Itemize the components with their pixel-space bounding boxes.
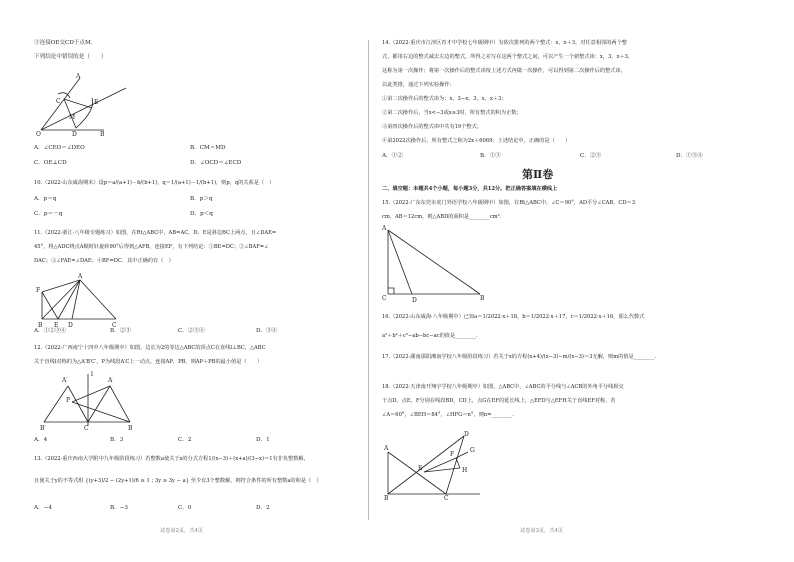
q14-stem-2: 式，都用右边的整式减去左边的整式，所得之差写在这两个整式之间，可以产生一个新整式串：x，3，x＋3， [382, 54, 634, 60]
svg-text:B: B [38, 322, 43, 329]
q12-optC: C．2 [178, 437, 192, 443]
q15-stem-2: cm，AB＝12cm，则△ABD的面积是________cm². [382, 214, 502, 220]
q18-figure [384, 428, 484, 500]
q11-optD: D．③④ [256, 328, 278, 334]
svg-text:E: E [94, 99, 99, 106]
q14-optA: A．①② [382, 153, 403, 159]
q11-stem-3: DAC；③∠FAE=∠DAE；④BF=DC．其中正确的有（ ） [34, 258, 174, 264]
q13-stem-2: 且使关于y的不等式组 {(y+3)/2 − (2y+1)/6 ≥ 1 ; 3y ≥ 3y − a} 至少有3个整数解，则符合条件的所有整数a的和是（ ） [34, 478, 322, 484]
q11-stem-1: 11.（2022·浙江·八年级专题练习）如图，在Rt△ABC中，AB=AC，D、E是斜边BC上两点，且∠DAE= [34, 230, 277, 236]
q11-optC: C．②③④ [178, 328, 205, 334]
section-title: 第Ⅱ卷 [522, 168, 554, 181]
svg-text:B: B [100, 131, 105, 138]
q14-statement-1: ①第二次操作后的整式串为：x，3−x，3，x，x＋3； [382, 96, 507, 102]
svg-text:C: C [56, 98, 61, 105]
q12-stem-1: 12.（2022·广西南宁十四中八年级期中）如图，边长为2的等边△ABC的顶点C在直线l⊥BC，△ABC [34, 345, 266, 351]
q11-optB: B．②③ [110, 328, 131, 334]
svg-text:G: G [470, 447, 475, 454]
q18-stem-3: ∠A＝60°，∠BEH＝84°，∠HFG＝n°，则n=________. [382, 412, 514, 418]
q11-figure [36, 272, 126, 327]
svg-text:M: M [69, 114, 76, 121]
svg-text:D: D [464, 431, 469, 438]
svg-text:B: B [128, 425, 133, 432]
q9-ask: 下列结论中错误的是（ ） [34, 54, 107, 60]
q9-figure [36, 68, 136, 138]
q12-optD: D．1 [256, 437, 270, 443]
q11-optA: A．①②③④ [34, 328, 67, 334]
q17-stem: 17.（2022·湖南邵阳湘南学校八年级阶段练习）若关于x的方程(x+4)/(x−3)−m/(x−3)＝3无解，则m的值是________. [382, 354, 657, 360]
svg-text:C: C [444, 495, 449, 502]
svg-text:F: F [450, 451, 455, 458]
svg-text:D: D [68, 322, 73, 329]
q9-optC: C．OE⊥CD [34, 160, 67, 166]
q14-statement-3: ③第四次操作后的整式串中共有19个整式； [382, 124, 482, 130]
q10-optB: B．p＞q [190, 196, 213, 202]
q13-optD: D．2 [256, 505, 270, 511]
q11-stem-2: 45°，将△ADC绕点A顺时针旋转90°后得到△AFB，连接EF，有下列结论：①BE=DC；②∠BAF=∠ [34, 244, 269, 250]
q14-stem-1: 14.（2022·重庆市江津区育才中学校七年级期中）有依次排列的两个整式：x，x＋3，对任意相邻的两个整 [382, 40, 627, 46]
svg-text:B: B [384, 495, 389, 502]
q9-step3: ③连接OE交CD于点M． [34, 40, 97, 46]
q9-optA: A．∠CEO＝∠DEO [34, 145, 85, 151]
q12-optA: A．4 [34, 437, 48, 443]
q16-stem-2: a²＋b²＋c²−ab−bc−ac的值是________. [382, 333, 478, 339]
svg-text:C: C [112, 322, 117, 329]
left-page-footer: 试卷第2页，共4页 [160, 528, 203, 534]
svg-text:O: O [36, 131, 41, 138]
svg-text:A: A [76, 73, 81, 80]
q14-optC: C．②③ [580, 153, 602, 159]
q10-optD: D．p＜q [190, 211, 213, 217]
svg-text:A: A [108, 377, 113, 384]
q13-optB: B．−3 [110, 505, 128, 511]
q9-optB: B．CM＝MD [190, 145, 226, 151]
column-divider [368, 40, 369, 520]
part2-instructions: 二、填空题：本题共4个小题，每小题3分，共12分。把正确答案填在横线上 [382, 186, 558, 192]
svg-text:D: D [412, 297, 417, 304]
right-column [370, 0, 794, 562]
q13-stem-1: 13.（2022·重庆西南大学附中九年级阶段练习）若整数a使关于x的分式方程1/(x−3)＋(x+a)/(3−x)＝1有非负整数解， [34, 456, 309, 462]
svg-text:A′: A′ [62, 377, 68, 384]
q16-stem-1: 16.（2022·山东威海·八年级期中）已知a＝1/2022·x＋18，b＝1/2022·x＋17，c＝1/2022·x＋16，那么代数式 [382, 314, 645, 320]
q14-stem-4: 以此类推，通过下列实验操作： [382, 82, 455, 88]
q18-stem-1: 18.（2022·天津南开翔宇学校八年级期中）如图，△ABC中，∠ABC的平分线与∠ACB的外角平分线相交 [382, 384, 624, 390]
q9-optD: D．∠OCD＝∠ECD [190, 160, 242, 166]
q15-stem-1: 15.（2022·广东东莞市虎门外语学校八年级期中）如图，在Rt△ABC中，∠C＝90°，AD平分∠CAB，CD＝3 [382, 200, 636, 206]
svg-text:P: P [66, 397, 71, 404]
svg-text:A: A [78, 273, 83, 280]
q13-optC: C．0 [178, 505, 192, 511]
svg-text:D: D [72, 131, 77, 138]
q14-statement-2: ②第二次操作后，当x<−3或x≥3时，所有整式的积为正数； [382, 110, 522, 116]
left-column [0, 0, 370, 562]
svg-text:C: C [382, 295, 387, 302]
q14-optB: B．①③ [480, 153, 501, 159]
q15-figure [382, 226, 492, 302]
svg-text:A: A [384, 445, 389, 452]
q10-optC: C．p＝－q [34, 211, 63, 217]
svg-text:l: l [91, 371, 93, 378]
q10-optA: A．p＝q [34, 196, 57, 202]
svg-text:E: E [54, 322, 59, 329]
svg-text:A: A [382, 225, 387, 232]
q12-optB: B．3 [110, 437, 124, 443]
svg-text:F: F [36, 287, 41, 294]
q12-stem-2: 关于直线l对称的为△A′B′C′，P为线段A′C上一动点，连接AP，PB，则AP＋PB的最小值是（ ） [34, 359, 263, 365]
svg-text:H: H [462, 467, 468, 474]
svg-text:C: C [84, 425, 89, 432]
q13-optA: A．−4 [34, 505, 52, 511]
q10-stem: 10.（2022·山东威海期末）设p＝a/(a+1)－b/(b+1)，q＝1/(a+1)－1/(b+1)，则p，q的关系是（ ） [34, 180, 275, 186]
svg-text:B′: B′ [40, 425, 46, 432]
right-page-footer: 试卷第3页，共4页 [520, 528, 563, 534]
q14-statement-4: ④第2022次操作后，所有整式之和为2x＋6069；上述结论中，正确的是（ ） [382, 138, 571, 144]
svg-text:E: E [418, 465, 423, 472]
q18-stem-2: 于点D，点E，F分别在线段BD，CD上，点G在EF的延长线上，△EFD与△EFH关于直线EF对称，若 [382, 398, 616, 404]
q14-optD: D．①③④ [676, 153, 703, 159]
q14-stem-3: 这称为第一次操作；将第一次操作后的整式串按上述方式再做一次操作，可以得到第二次操作后的整式串， [382, 68, 626, 74]
svg-text:B: B [480, 295, 485, 302]
q12-figure [40, 372, 140, 430]
